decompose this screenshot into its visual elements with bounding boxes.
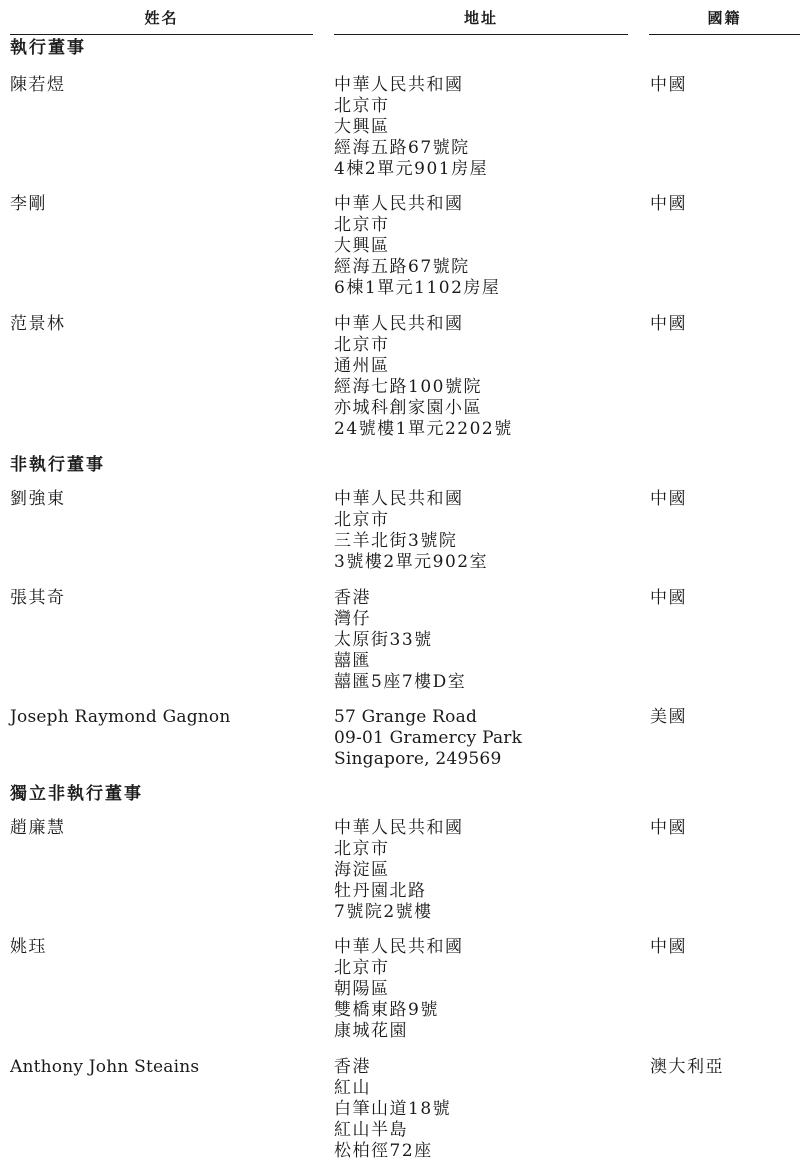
address-line: 57 Grange Road (334, 707, 478, 727)
address-line: 囍匯5座7樓D室 (334, 672, 467, 692)
director-name: 劉強東 (10, 489, 66, 509)
address-line: 北京市 (334, 96, 390, 116)
director-address (334, 75, 634, 180)
column-header-address (334, 8, 628, 36)
address-line: 紅山 (334, 1078, 371, 1098)
director-name: Anthony John Steains (10, 1057, 200, 1077)
column-header-rule (334, 34, 628, 35)
address-line: 24號樓1單元2202號 (334, 419, 513, 439)
director-address (334, 818, 634, 923)
director-nationality: 中國 (650, 194, 687, 214)
address-line: 北京市 (334, 839, 390, 859)
address-line: 中華人民共和國 (334, 937, 464, 957)
address-line: 紅山半島 (334, 1120, 408, 1140)
address-line: 經海五路67號院 (334, 138, 470, 158)
director-name: 李剛 (10, 194, 47, 214)
address-line: 09-01 Gramercy Park (334, 728, 523, 748)
address-line: 中華人民共和國 (334, 818, 464, 838)
director-address (334, 194, 634, 299)
director-nationality: 中國 (650, 75, 687, 95)
director-name: Joseph Raymond Gagnon (10, 707, 231, 727)
director-name: 姚珏 (10, 937, 47, 957)
section-heading-independent-non-executive-directors: 獨立非執行董事 (10, 784, 143, 804)
address-line: 囍匯 (334, 651, 371, 671)
director-address (334, 314, 634, 440)
address-line: Singapore, 249569 (334, 749, 502, 769)
address-line: 大興區 (334, 117, 390, 137)
address-line: 香港 (334, 588, 371, 608)
address-line: 中華人民共和國 (334, 314, 464, 334)
address-line: 雙橋東路9號 (334, 1000, 439, 1020)
director-address (334, 1057, 634, 1162)
address-line: 6棟1單元1102房屋 (334, 278, 501, 298)
address-line: 中華人民共和國 (334, 75, 464, 95)
address-line: 經海七路100號院 (334, 377, 482, 397)
director-address (334, 588, 634, 693)
director-name: 范景林 (10, 314, 66, 334)
director-nationality: 中國 (650, 588, 687, 608)
address-line: 朝陽區 (334, 979, 390, 999)
address-line: 北京市 (334, 215, 390, 235)
column-header-name-label: 姓名 (144, 9, 179, 27)
section-heading-executive-directors: 執行董事 (10, 38, 86, 58)
address-line: 太原街33號 (334, 630, 433, 650)
address-line: 4棟2單元901房屋 (334, 159, 489, 179)
director-nationality: 美國 (650, 707, 687, 727)
column-header-address-label: 地址 (463, 9, 498, 27)
address-line: 中華人民共和國 (334, 194, 464, 214)
address-line: 康城花園 (334, 1021, 408, 1041)
director-name: 張其奇 (10, 588, 66, 608)
director-nationality: 中國 (650, 314, 687, 334)
director-address (334, 707, 634, 770)
address-line: 香港 (334, 1057, 371, 1077)
address-line: 通州區 (334, 356, 390, 376)
column-header-name (10, 8, 313, 36)
section-heading-non-executive-directors: 非執行董事 (10, 455, 105, 475)
address-line: 松柏徑72座 (334, 1141, 433, 1161)
column-header-nationality (649, 8, 800, 36)
director-nationality: 澳大利亞 (650, 1057, 724, 1077)
address-line: 海淀區 (334, 860, 390, 880)
column-header-nationality-label: 國籍 (707, 9, 742, 27)
director-name: 陳若煜 (10, 75, 66, 95)
address-line: 經海五路67號院 (334, 257, 470, 277)
director-name: 趙廉慧 (10, 818, 66, 838)
address-line: 大興區 (334, 236, 390, 256)
address-line: 北京市 (334, 335, 390, 355)
address-line: 北京市 (334, 510, 390, 530)
column-header-rule (649, 34, 800, 35)
director-address (334, 489, 634, 573)
address-line: 3號樓2單元902室 (334, 552, 489, 572)
column-header-rule (10, 34, 313, 35)
address-line: 白筆山道18號 (334, 1099, 452, 1119)
address-line: 三羊北街3號院 (334, 531, 458, 551)
address-line: 灣仔 (334, 609, 371, 629)
director-address (334, 937, 634, 1042)
director-nationality: 中國 (650, 818, 687, 838)
address-line: 中華人民共和國 (334, 489, 464, 509)
director-nationality: 中國 (650, 489, 687, 509)
address-line: 牡丹園北路 (334, 881, 427, 901)
address-line: 北京市 (334, 958, 390, 978)
address-line: 7號院2號樓 (334, 902, 433, 922)
director-nationality: 中國 (650, 937, 687, 957)
address-line: 亦城科創家園小區 (334, 398, 482, 418)
